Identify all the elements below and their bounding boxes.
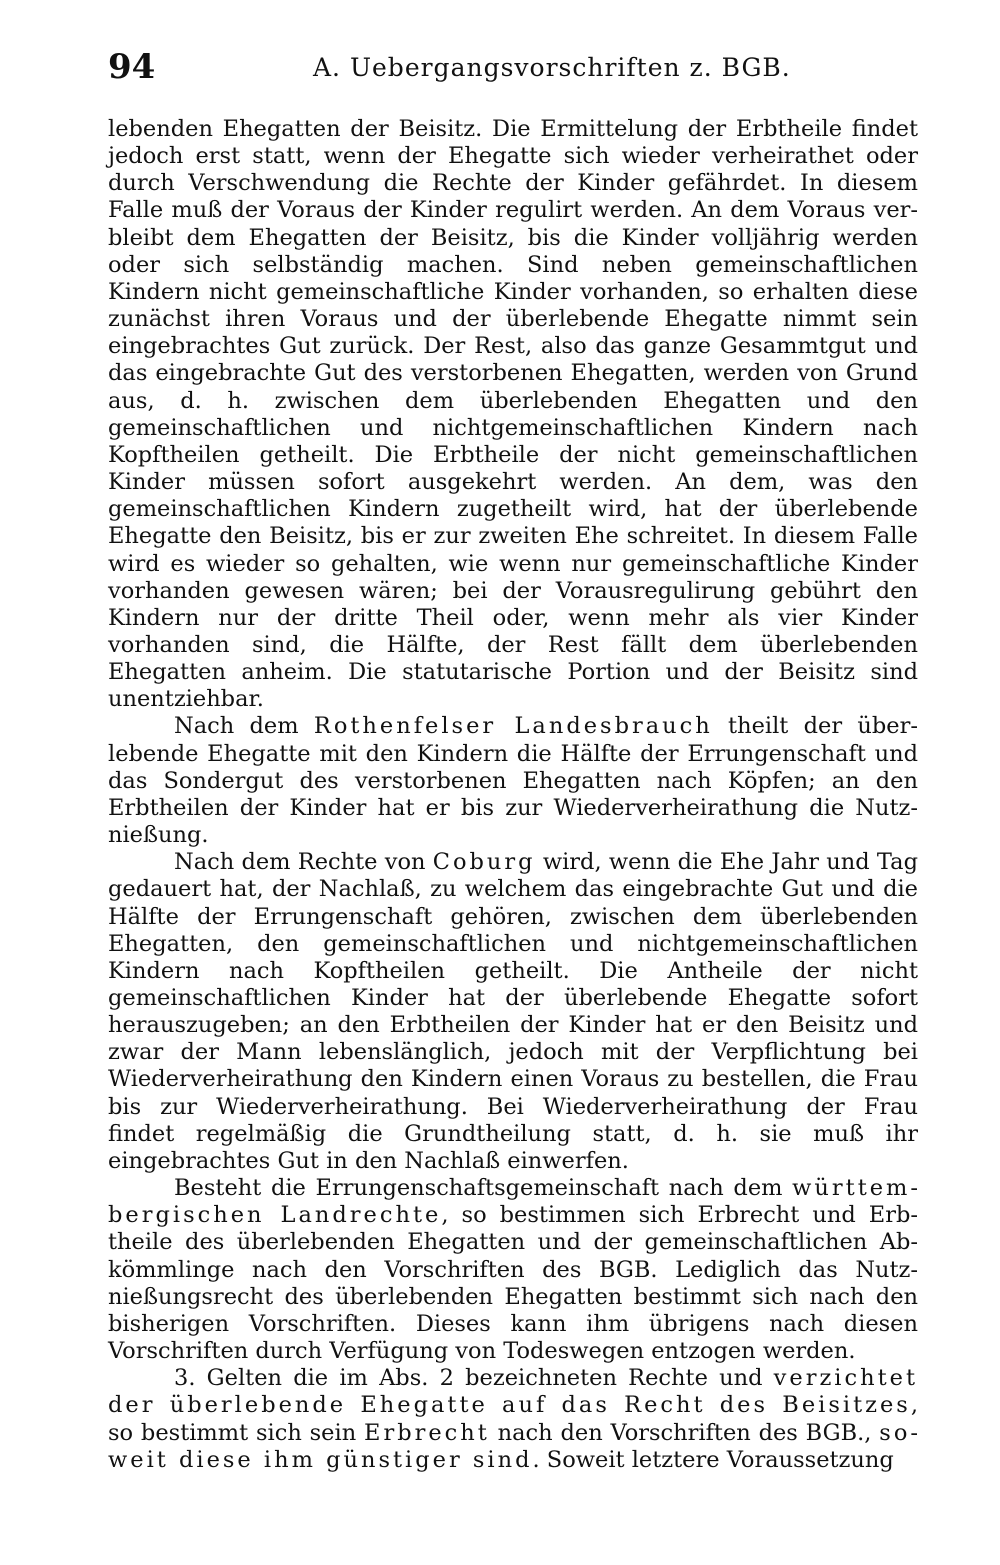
paragraph-wuerttemberg <box>108 1175 918 1365</box>
body-text <box>108 116 918 1474</box>
page-number: 94 <box>108 47 156 87</box>
spaced-emphasis: Rothenfelser Landesbrauch <box>313 713 713 740</box>
spaced-emphasis: Coburg <box>432 849 536 876</box>
paragraph-coburg <box>108 849 918 1175</box>
text-segment: Nach dem Rechte von <box>174 849 433 876</box>
page-header <box>108 44 918 90</box>
paragraph-continuation <box>108 116 918 713</box>
spaced-emphasis: Erbrecht <box>364 1419 490 1446</box>
paragraph-section-3 <box>108 1365 918 1474</box>
text-segment: , so bestimmt sich sein <box>108 1392 918 1446</box>
text-segment: wird, wenn die Ehe Jahr und Tag gedauert hat, der Nachlaß, zu welchem das eingebrachte Gut und die Hälfte der Errungenschaft gehören, zwischen dem überlebenden Ehegatten, den gemeinschaftlichen und nichtgemeinschaftlichen Kindern nach Kopftheilen getheilt. Die Antheile der nicht gemeinschaftlichen Kinder hat der überlebende Ehegatte sofort herauszugeben; an den Erbtheilen der Kinder hat er den Beisitz und zwar der Mann lebenslänglich, jedoch mit der Verpflichtung bei Wiederverheirathung den Kindern einen Voraus zu bestellen, die Frau bis zur Wiederverheirathung. Bei Wiederverheirathung der Frau findet regelmäßig die Grundtheilung statt, d. h. sie muß ihr eingebrachtes Gut in den Nachlaß einwerfen. <box>108 849 918 1174</box>
spaced-emphasis: württembergischen Landrechte <box>108 1175 918 1229</box>
text-segment: Besteht die Errungenschaftsgemeinschaft nach dem <box>174 1175 793 1202</box>
spaced-emphasis: soweit diese ihm günstiger sind <box>108 1419 918 1473</box>
text-segment: . Soweit letztere Voraussetzung <box>532 1446 894 1473</box>
text-segment: Nach dem <box>174 713 314 740</box>
text-segment: nach den Vorschriften des BGB., <box>489 1419 880 1446</box>
running-title: A. Uebergangsvorschriften z. BGB. <box>313 53 791 82</box>
paragraph-rothenfels <box>108 713 918 849</box>
spaced-emphasis: verzichtet der überlebende Ehegatte auf das Recht des Beisitzes <box>108 1365 918 1419</box>
text-segment: lebenden Ehegatten der Beisitz. Die Ermittelung der Erbtheile findet jedoch erst statt, wenn der Ehegatte sich wieder verheirathet oder durch Verschwendung die Rechte der Kinder gefährdet. In diesem Falle muß der Voraus der Kinder regulirt werden. An dem Voraus verbleibt dem Ehegatten der Beisitz, bis die Kinder volljährig werden oder sich selbständig machen. Sind neben gemeinschaftlichen Kindern nicht gemeinschaftliche Kinder vorhanden, so erhalten diese zunächst ihren Voraus und der überlebende Ehegatte nimmt sein eingebrachtes Gut zurück. Der Rest, also das ganze Gesammtgut und das eingebrachte Gut des verstorbenen Ehegatten, werden von Grund aus, d. h. zwischen dem überlebenden Ehegatten und den gemeinschaftlichen und nichtgemeinschaftlichen Kindern nach Kopftheilen getheilt. Die Erbtheile der nicht gemeinschaftlichen Kinder müssen sofort ausgekehrt werden. An dem, was den gemeinschaftlichen Kindern zugetheilt wird, hat der überlebende Ehegatte den Beisitz, bis er zur zweiten Ehe schreitet. In diesem Falle wird es wieder so gehalten, wie wenn nur gemeinschaftliche Kinder vorhanden gewesen wären; bei der Vorausregulirung gebührt den Kindern nur der dritte Theil oder, wenn mehr als vier Kinder vorhanden sind, die Hälfte, der Rest fällt dem überlebenden Ehegatten anheim. Die statutarische Portion und der Beisitz sind unentziehbar. <box>108 116 918 713</box>
text-segment: , so bestimmen sich Erbrecht und Erbtheile des überlebenden Ehegatten und der gemeinschaftlichen Abkömmlinge nach den Vorschriften des BGB. Lediglich das Nutznießungsrecht des überlebenden Ehegatten bestimmt sich nach den bisherigen Vorschriften. Dieses kann ihm übrigens nach diesen Vorschriften durch Verfügung von Todeswegen entzogen werden. <box>108 1202 918 1365</box>
text-segment: 3. Gelten die im Abs. 2 bezeichneten Rechte und <box>174 1365 774 1392</box>
text-segment: theilt der überlebende Ehegatte mit den Kindern die Hälfte der Errungenschaft und das Sondergut des verstorbenen Ehegatten nach Köpfen; an den Erbtheilen der Kinder hat er bis zur Wiederverheirathung die Nutznießung. <box>108 713 918 849</box>
